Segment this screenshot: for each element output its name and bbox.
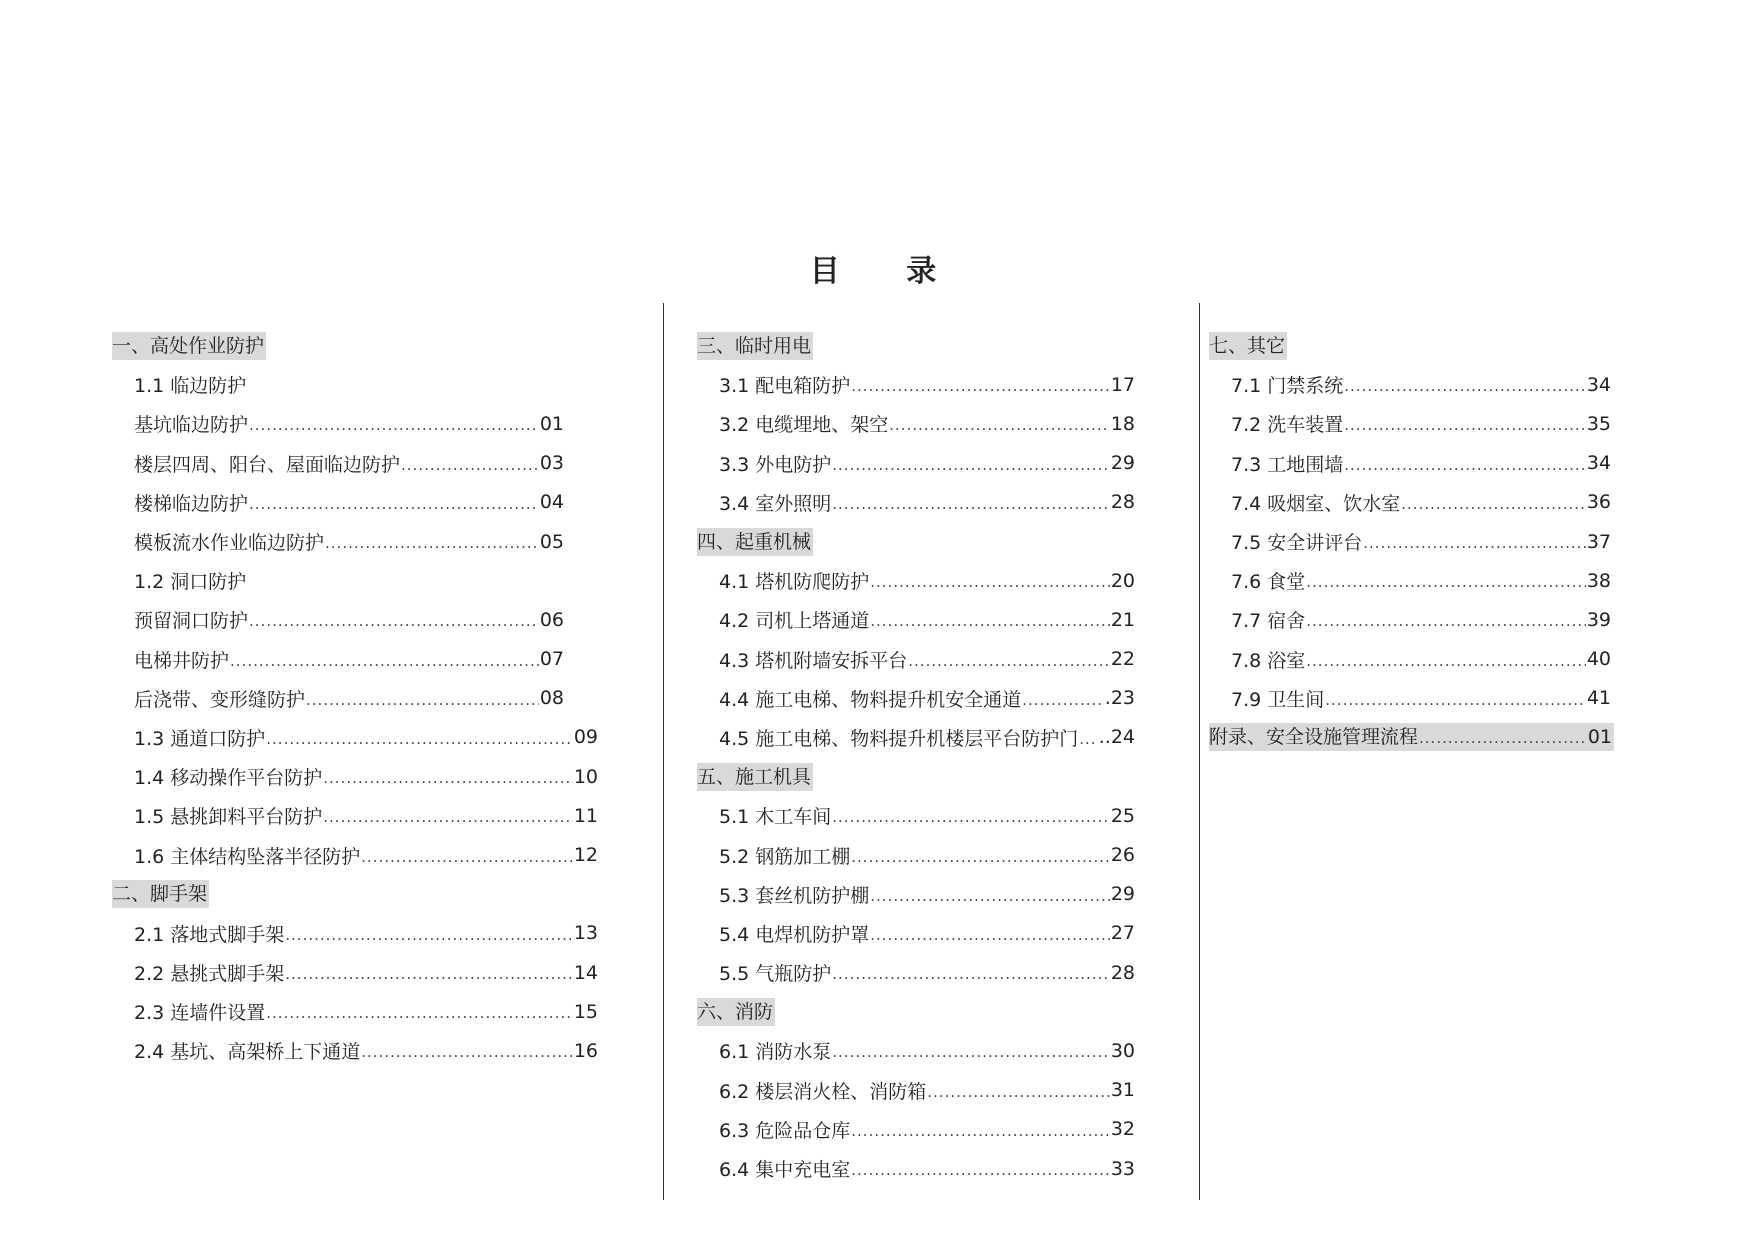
dot-leader (230, 655, 539, 673)
dot-leader (323, 772, 573, 790)
page-number: 01 (539, 412, 564, 435)
page-number: 06 (539, 608, 564, 631)
entry-label: 4.1 塔机防爬防护 (719, 571, 870, 594)
toc-entry[interactable] (112, 528, 564, 555)
page-number: 20 (1110, 569, 1135, 592)
page-number: 33 (1110, 1157, 1135, 1180)
dot-leader (249, 615, 539, 633)
entry-label: 模板流水作业临边防护 (134, 532, 325, 555)
entry-label: 6.1 消防水泵 (719, 1041, 832, 1064)
page-number: 05 (539, 530, 564, 553)
dot-leader (832, 968, 1110, 986)
toc-row (697, 796, 1135, 835)
entry-label: 1.3 通道口防护 (134, 727, 266, 750)
toc-row (112, 914, 598, 953)
section-heading: 三、临时用电 (697, 332, 813, 360)
appendix-entry[interactable] (1209, 723, 1614, 751)
entry-label: 7.1 门禁系统 (1231, 375, 1344, 398)
toc-column-3 (1209, 326, 1614, 757)
entry-label: 1.6 主体结构坠落半径防护 (134, 845, 361, 868)
page-number: 34 (1586, 452, 1611, 475)
dot-leader (1325, 694, 1586, 712)
entry-label: 4.4 施工电梯、物料提升机安全通道 (719, 688, 1022, 711)
entry-label: 4.3 塔机附墙安拆平台 (719, 649, 908, 672)
toc-entry[interactable] (697, 842, 1135, 869)
dot-leader (1306, 655, 1586, 673)
entry-label: 5.3 套丝机防护棚 (719, 884, 870, 907)
page-number: 03 (539, 452, 564, 475)
toc-entry[interactable] (112, 959, 598, 986)
toc-row (112, 404, 598, 443)
toc-entry[interactable] (1209, 567, 1611, 594)
entry-label: 5.1 木工车间 (719, 806, 832, 829)
toc-entry[interactable] (112, 724, 598, 751)
page-number: 04 (539, 491, 564, 514)
toc-entry[interactable] (697, 959, 1135, 986)
dot-leader (851, 1125, 1110, 1143)
subsection-heading: 1.2 洞口防护 (134, 571, 247, 594)
entry-label: 1.5 悬挑卸料平台防护 (134, 806, 323, 829)
page-number: 12 (573, 844, 598, 867)
dot-leader (1344, 419, 1586, 437)
toc-entry[interactable] (112, 410, 564, 437)
toc-entry[interactable] (112, 1037, 598, 1064)
entry-label: 7.3 工地围墙 (1231, 453, 1344, 476)
toc-entry[interactable] (112, 450, 564, 477)
toc-row (697, 326, 1135, 365)
toc-entry[interactable] (112, 685, 564, 712)
toc-entry[interactable] (697, 371, 1135, 398)
toc-row (697, 522, 1135, 561)
page-number: 10 (573, 765, 598, 788)
page-number: 39 (1586, 608, 1611, 631)
dot-leader (1344, 459, 1586, 477)
dot-leader (889, 419, 1110, 437)
page-number: .23 (1104, 687, 1135, 710)
entry-label: 3.4 室外照明 (719, 492, 832, 515)
toc-entry[interactable] (697, 920, 1135, 947)
entry-label: 1.4 移动操作平台防护 (134, 767, 323, 790)
page-number: 27 (1110, 922, 1135, 945)
dot-leader (832, 811, 1110, 829)
entry-label: 6.3 危险品仓库 (719, 1119, 851, 1142)
toc-entry[interactable] (1209, 450, 1611, 477)
toc-row (697, 1149, 1135, 1188)
dot-leader (1344, 380, 1586, 398)
entry-label: 5.2 钢筋加工棚 (719, 845, 851, 868)
dot-leader (325, 537, 539, 555)
toc-entry[interactable] (697, 1077, 1135, 1104)
toc-column-2 (697, 326, 1135, 1188)
dot-leader (1306, 615, 1586, 633)
toc-entry[interactable] (697, 646, 1135, 673)
dot-leader (851, 1164, 1110, 1182)
toc-entry[interactable] (1209, 371, 1611, 398)
toc-entry[interactable] (112, 763, 598, 790)
toc-entry[interactable] (697, 881, 1135, 908)
toc-row (1209, 326, 1614, 365)
entry-label: 电梯井防护 (134, 649, 230, 672)
toc-entry[interactable] (697, 606, 1135, 633)
page-number: 32 (1110, 1118, 1135, 1141)
toc-row (112, 679, 598, 718)
toc-row (1209, 444, 1614, 483)
toc-row (697, 483, 1135, 522)
dot-leader (832, 498, 1110, 516)
toc-row (1209, 718, 1614, 757)
page-number: 29 (1110, 883, 1135, 906)
dot-leader (870, 890, 1110, 908)
dot-leader (851, 380, 1110, 398)
entry-label: 基坑临边防护 (134, 414, 249, 437)
entry-label: 4.5 施工电梯、物料提升机楼层平台防护门 (719, 727, 1079, 750)
page-number: 14 (573, 961, 598, 984)
toc-row (697, 1031, 1135, 1070)
toc-entry[interactable] (112, 489, 564, 516)
toc-row (112, 326, 598, 365)
dot-leader (306, 694, 539, 712)
page-number: 34 (1586, 373, 1611, 396)
page-number: 36 (1586, 491, 1611, 514)
toc-entry[interactable] (697, 1037, 1135, 1064)
page-title: 目 录 (809, 254, 965, 289)
entry-label: 3.1 配电箱防护 (719, 375, 851, 398)
page-number: 25 (1110, 804, 1135, 827)
toc-entry[interactable] (1209, 685, 1611, 712)
dot-leader (870, 615, 1110, 633)
toc-entry[interactable] (1209, 410, 1611, 437)
page-number: 28 (1110, 961, 1135, 984)
entry-label: 楼梯临边防护 (134, 492, 249, 515)
toc-row (1209, 365, 1614, 404)
toc-entry[interactable] (1209, 528, 1611, 555)
toc-entry[interactable] (112, 998, 598, 1025)
entry-label: 5.4 电焊机防护罩 (719, 923, 870, 946)
toc-entry[interactable] (1209, 489, 1611, 516)
toc-entry[interactable] (697, 450, 1135, 477)
toc-row (112, 718, 598, 757)
toc-row (112, 561, 598, 600)
page-number: 18 (1110, 412, 1135, 435)
toc-row (1209, 483, 1614, 522)
entry-label: 后浇带、变形缝防护 (134, 688, 306, 711)
toc-row (697, 757, 1135, 796)
dot-leader (1022, 694, 1104, 712)
entry-label: 7.9 卫生间 (1231, 688, 1325, 711)
section-heading: 一、高处作业防护 (112, 332, 266, 360)
toc-entry[interactable] (1209, 606, 1611, 633)
toc-row (1209, 404, 1614, 443)
page-number: 26 (1110, 844, 1135, 867)
dot-leader (832, 1046, 1110, 1064)
toc-row (112, 444, 598, 483)
entry-label: 3.3 外电防护 (719, 453, 832, 476)
toc-row (112, 953, 598, 992)
toc-row (697, 718, 1135, 757)
page-number: 07 (539, 648, 564, 671)
toc-row (112, 1031, 598, 1070)
section-heading: 七、其它 (1209, 332, 1287, 360)
toc-row (112, 365, 598, 404)
toc-row (112, 757, 598, 796)
toc-entry[interactable] (1209, 646, 1611, 673)
page-number: 37 (1586, 530, 1611, 553)
entry-label: 5.5 气瓶防护 (719, 963, 832, 986)
toc-row (112, 483, 598, 522)
entry-label: 6.2 楼层消火栓、消防箱 (719, 1080, 927, 1103)
toc-entry[interactable] (697, 567, 1135, 594)
toc-row (112, 992, 598, 1031)
toc-entry[interactable] (697, 1155, 1135, 1182)
dot-leader (832, 459, 1110, 477)
page-number: 21 (1110, 608, 1135, 631)
toc-row (697, 600, 1135, 639)
toc-row (697, 992, 1135, 1031)
dot-leader (851, 851, 1110, 869)
entry-label: 2.1 落地式脚手架 (134, 923, 285, 946)
entry-label: 7.5 安全讲评台 (1231, 532, 1363, 555)
toc-row (1209, 561, 1614, 600)
entry-label: 6.4 集中充电室 (719, 1159, 851, 1182)
toc-entry[interactable] (697, 685, 1135, 712)
toc-row (697, 679, 1135, 718)
subsection-heading: 1.1 临边防护 (134, 375, 247, 398)
toc-row (697, 444, 1135, 483)
toc-entry[interactable] (697, 489, 1135, 516)
entry-label: 7.8 浴室 (1231, 649, 1306, 672)
toc-entry[interactable] (697, 802, 1135, 829)
page-number: 38 (1586, 569, 1611, 592)
page-number: 29 (1110, 452, 1135, 475)
toc-entry[interactable] (112, 920, 598, 947)
toc-row (697, 404, 1135, 443)
section-heading: 四、起重机械 (697, 528, 813, 556)
entry-label: 预留洞口防护 (134, 610, 249, 633)
toc-row (697, 875, 1135, 914)
toc-entry[interactable] (697, 410, 1135, 437)
page-number: 41 (1586, 687, 1611, 710)
page-number: 13 (573, 922, 598, 945)
page-number: ..24 (1098, 726, 1135, 749)
dot-leader (401, 459, 539, 477)
dot-leader (927, 1086, 1110, 1104)
entry-label: 楼层四周、阳台、屋面临边防护 (134, 453, 401, 476)
toc-row (112, 835, 598, 874)
toc-column-1 (112, 326, 598, 1071)
toc-row (112, 640, 598, 679)
entry-label: 2.2 悬挑式脚手架 (134, 963, 285, 986)
toc-row (697, 1071, 1135, 1110)
toc-row (1209, 600, 1614, 639)
dot-leader (1079, 733, 1097, 751)
entry-label: 4.2 司机上塔通道 (719, 610, 870, 633)
toc-row (112, 600, 598, 639)
entry-label: 7.4 吸烟室、饮水室 (1231, 492, 1401, 515)
toc-row (697, 365, 1135, 404)
toc-row (697, 1110, 1135, 1149)
dot-leader (249, 498, 539, 516)
dot-leader (323, 811, 573, 829)
toc-row (112, 522, 598, 561)
dot-leader (266, 733, 573, 751)
dot-leader (249, 419, 539, 437)
dot-leader (285, 968, 573, 986)
page-number: 31 (1110, 1079, 1135, 1102)
dot-leader (870, 929, 1110, 947)
toc-row (112, 796, 598, 835)
dot-leader (1419, 732, 1587, 750)
toc-entry[interactable] (697, 724, 1135, 751)
entry-label: 3.2 电缆埋地、架空 (719, 414, 889, 437)
page-number: 16 (573, 1039, 598, 1062)
page-number: 28 (1110, 491, 1135, 514)
entry-label: 2.3 连墙件设置 (134, 1002, 266, 1025)
toc-row (697, 640, 1135, 679)
column-divider (1199, 303, 1200, 1200)
toc-row (1209, 522, 1614, 561)
dot-leader (1306, 576, 1586, 594)
dot-leader (285, 929, 573, 947)
toc-row (1209, 640, 1614, 679)
entry-label: 7.2 洗车装置 (1231, 414, 1344, 437)
section-heading: 六、消防 (697, 998, 775, 1026)
column-divider (663, 303, 664, 1200)
toc-entry[interactable] (112, 646, 564, 673)
dot-leader (1363, 537, 1586, 555)
page-number: 22 (1110, 648, 1135, 671)
section-heading: 五、施工机具 (697, 763, 813, 791)
toc-row (1209, 679, 1614, 718)
dot-leader (361, 1046, 573, 1064)
dot-leader (361, 851, 573, 869)
page-number: 15 (573, 1000, 598, 1023)
entry-label: 7.7 宿舍 (1231, 610, 1306, 633)
toc-entry[interactable] (112, 606, 564, 633)
toc-row (697, 914, 1135, 953)
toc-row (697, 835, 1135, 874)
toc-row (697, 561, 1135, 600)
entry-label: 7.6 食堂 (1231, 571, 1306, 594)
entry-label: 附录、安全设施管理流程 (1209, 726, 1419, 749)
dot-leader (1401, 498, 1586, 516)
dot-leader (266, 1007, 573, 1025)
page-number: 08 (539, 687, 564, 710)
toc-row (697, 953, 1135, 992)
entry-label: 2.4 基坑、高架桥上下通道 (134, 1041, 361, 1064)
dot-leader (908, 655, 1110, 673)
page-number: 40 (1586, 648, 1611, 671)
section-heading: 二、脚手架 (112, 880, 209, 908)
toc-entry[interactable] (112, 842, 598, 869)
page-number: 01 (1587, 726, 1612, 749)
page-number: 35 (1586, 412, 1611, 435)
page-number: 11 (573, 804, 598, 827)
page-number: 30 (1110, 1039, 1135, 1062)
toc-entry[interactable] (112, 802, 598, 829)
page-number: 17 (1110, 373, 1135, 396)
dot-leader (870, 576, 1110, 594)
page-number: 09 (573, 726, 598, 749)
toc-entry[interactable] (697, 1116, 1135, 1143)
toc-row (112, 875, 598, 914)
